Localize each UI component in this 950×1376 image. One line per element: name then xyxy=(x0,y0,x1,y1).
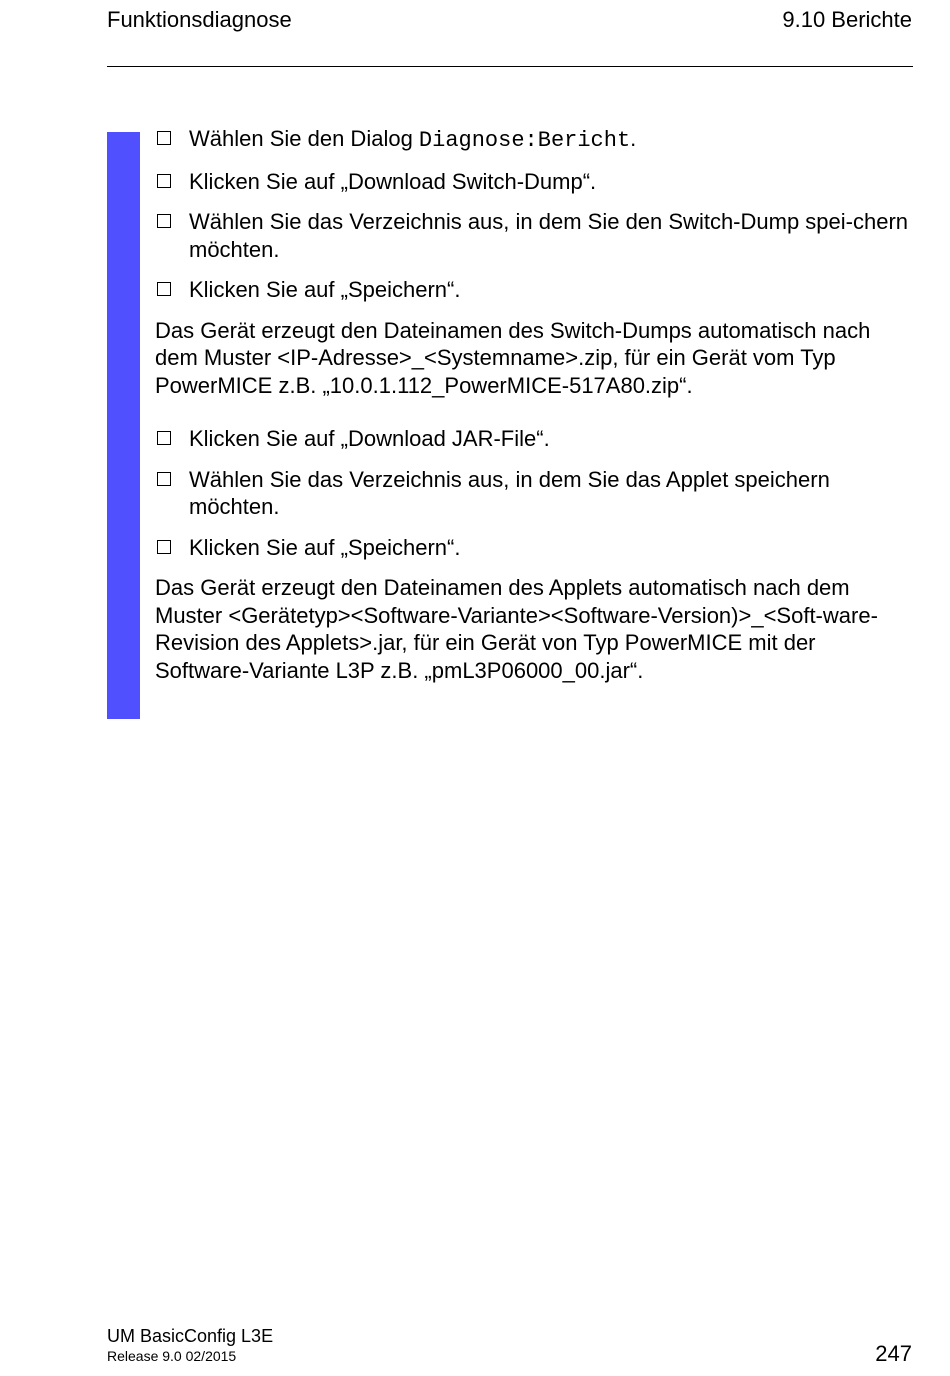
instruction-sidebar-bar xyxy=(107,132,140,719)
checkbox-icon xyxy=(157,282,171,296)
step-text: Wählen Sie das Verzeichnis aus, in dem Sie das Applet speichern möchten. xyxy=(189,466,830,519)
page-number: 247 xyxy=(875,1341,912,1366)
step-download-switch-dump xyxy=(155,168,915,196)
step-select-directory-dump xyxy=(155,208,915,263)
step-text: Klicken Sie auf „Download JAR-File“. xyxy=(189,426,550,451)
dialog-path: Diagnose:Bericht xyxy=(418,128,631,153)
step-text: Klicken Sie auf „Speichern“. xyxy=(189,277,461,302)
header-chapter-title: Funktionsdiagnose xyxy=(107,7,292,32)
step-text-suffix: . xyxy=(630,126,637,151)
checkbox-icon xyxy=(157,174,171,188)
step-select-directory-applet xyxy=(155,466,915,521)
footer-release: Release 9.0 02/2015 xyxy=(107,1348,237,1364)
step-text: Klicken Sie auf „Download Switch-Dump“. xyxy=(189,168,597,194)
instruction-content xyxy=(155,125,915,684)
step-save-dump xyxy=(155,276,915,304)
applet-filename-note: Das Gerät erzeugt den Dateinamen des Applets automatisch nach dem Muster <Gerätetyp><Software-Variante><Software-Version)>_<Soft-ware-Revision des Applets>.jar, für ein Gerät von Typ PowerMICE mit der Software-Variante L3P z.B. „pmL3P06000_00.jar“. xyxy=(155,575,878,683)
checkbox-icon xyxy=(157,431,171,445)
step-open-dialog xyxy=(155,125,915,155)
checkbox-icon xyxy=(157,131,171,145)
checkbox-icon xyxy=(157,214,171,228)
step-save-applet xyxy=(155,534,915,562)
header-rule xyxy=(107,66,913,67)
header-section-title: 9.10 Berichte xyxy=(782,7,912,32)
checkbox-icon xyxy=(157,540,171,554)
checkbox-icon xyxy=(157,472,171,486)
footer-manual-title: UM BasicConfig L3E xyxy=(107,1326,274,1346)
dump-filename-note: Das Gerät erzeugt den Dateinamen des Switch-Dumps automatisch nach dem Muster <IP-Adresse>_<Systemname>.zip, für ein Gerät vom Typ PowerMICE z.B. „10.0.1.112_PowerMICE-517A80.zip“. xyxy=(155,317,871,398)
step-text: Wählen Sie das Verzeichnis aus, in dem Sie den Switch-Dump spei-chern möchten. xyxy=(189,209,909,262)
step-text: Wählen Sie den Dialog xyxy=(189,126,419,151)
step-download-jar xyxy=(155,425,915,453)
step-text: Klicken Sie auf „Speichern“. xyxy=(189,534,461,560)
